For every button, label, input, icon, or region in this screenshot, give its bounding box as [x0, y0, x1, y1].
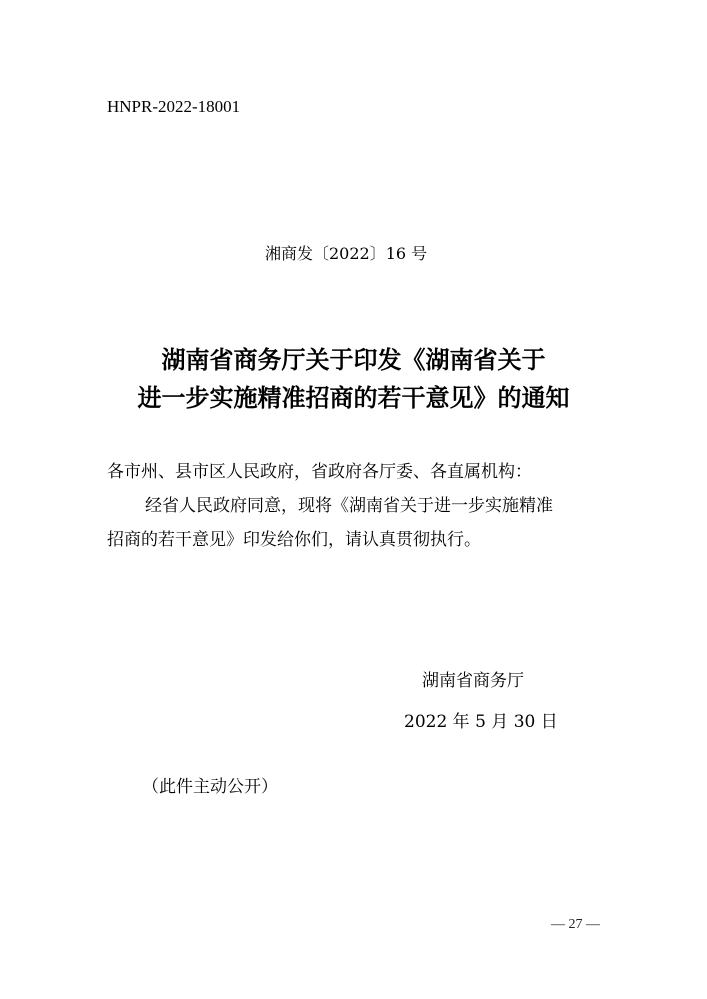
body-paragraph-line-1: 经省人民政府同意，现将《湖南省关于进一步实施精准: [145, 496, 553, 516]
file-number: 湘商发〔2022〕16 号: [265, 244, 428, 263]
document-title-line-2: 进一步实施精准招商的若干意见》的通知: [137, 384, 570, 412]
document-code: HNPR-2022-18001: [107, 97, 241, 116]
page-number: — 27 —: [551, 917, 600, 932]
issuing-authority: 湖南省商务厅: [422, 671, 524, 691]
issue-date: 2022 年 5 月 30 日: [404, 712, 558, 732]
disclosure-note: （此件主动公开）: [142, 777, 278, 797]
document-title-line-1: 湖南省商务厅关于印发《湖南省关于: [161, 346, 546, 374]
addressee: 各市州、县市区人民政府，省政府各厅委、各直属机构：: [107, 462, 532, 482]
body-paragraph-line-2: 招商的若干意见》印发给你们，请认真贯彻执行。: [107, 530, 481, 550]
